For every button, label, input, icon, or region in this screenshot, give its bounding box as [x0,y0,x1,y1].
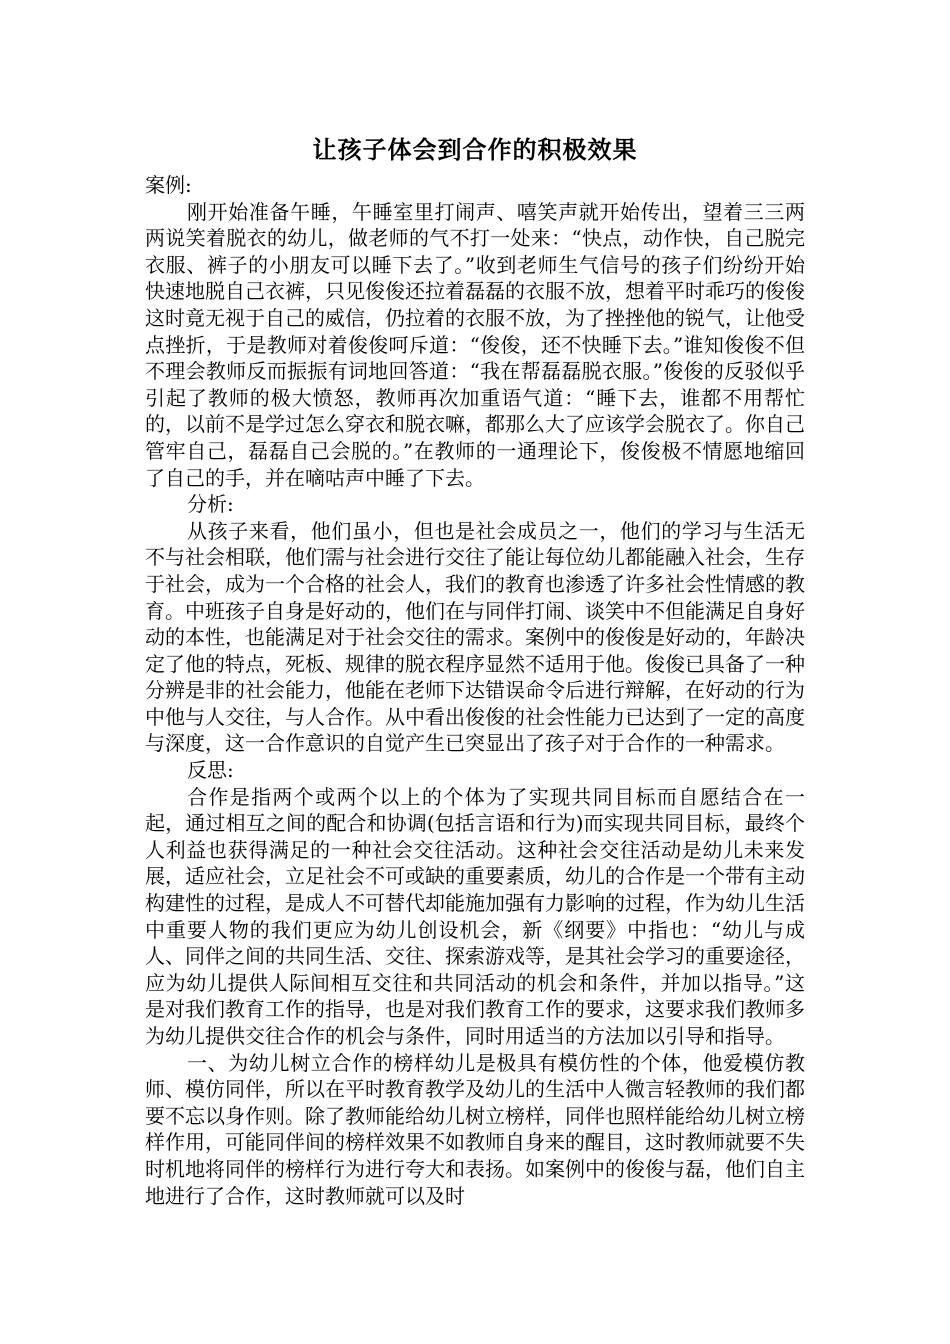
case-label: 案例: [145,173,192,197]
reflection-label: 反思: [187,758,234,783]
case-paragraph: 刚开始准备午睡，午睡室里打闹声、嘻笑声就开始传出，望着三三两两说笑着脱衣的幼儿，做老师的气不打一处来：“快点，动作快，自己脱完衣服、裤子的小朋友可以睡下去了。”收到老师生气信号的孩子们纷纷开始快速地脱自己衣裤，只见俊俊还拉着磊磊的衣服不放，想着平时乖巧的俊俊这时竟无视于自己的威信，仍拉着的衣服不放，为了挫挫他的锐气，让他受点挫折，于是教师对着俊俊呵斥道：“俊俊，还不快睡下去。”谁知俊俊不但不理会教师反而振振有词地回答道：“我在帮磊磊脱衣服。”俊俊的反驳似乎引起了教师的极大愤怒，教师再次加重语气道：“睡下去，谁都不用帮忙的，以前不是学过怎么穿衣和脱衣嘛，都那么大了应该学会脱衣了。你自己管牢自己，磊磊自己会脱的。”在教师的一通理论下，俊俊极不情愿地缩回了自己的手，并在嘀咕声中睡了下去。 [145,199,805,490]
analysis-label: 分析: [187,492,234,517]
reflection-paragraph: 合作是指两个或两个以上的个体为了实现共同目标而自愿结合在一起，通过相互之间的配合和协调(包括言语和行为)而实现共同目标，最终个人利益也获得满足的一种社会交往活动。这种社会交往活动是幼儿未来发展，适应社会，立足社会不可或缺的重要素质，幼儿的合作是一个带有主动构建性的过程，是成人不可替代却能施加强有力影响的过程，作为幼儿生活中重要人物的我们更应为幼儿创设机会，新《纲要》中指也：“幼儿与成人、同伴之间的共同生活、交往、探索游戏等，是其社会学习的重要途径，应为幼儿提供人际间相互交往和共同活动的机会和条件，并加以指导。”这是对我们教育工作的指导，也是对我们教育工作的要求，这要求我们教师多为幼儿提供交往合作的机会与条件，同时用适当的方法加以引导和指导。 [145,784,805,1048]
point-one-paragraph: 一、为幼儿树立合作的榜样幼儿是极具有模仿性的个体，他爱模仿教师、模仿同伴，所以在平时教育教学及幼儿的生活中人微言轻教师的我们都要不忘以身作则。除了教师能给幼儿树立榜样，同伴也照样能给幼儿树立榜样作用，可能同伴间的榜样效果不如教师自身来的醒目，这时教师就要不失时机地将同伴的榜样行为进行夸大和表扬。如案例中的俊俊与磊，他们自主地进行了合作，这时教师就可以及时 [145,1050,805,1208]
document-page [145,130,805,1209]
analysis-paragraph: 从孩子来看，他们虽小，但也是社会成员之一，他们的学习与生活无不与社会相联，他们需与社会进行交往了能让每位幼儿都能融入社会，生存于社会，成为一个合格的社会人，我们的教育也渗透了许多社会性情感的教育。中班孩子自身是好动的，他们在与同伴打闹、谈笑中不但能满足自身好动的本性，也能满足对于社会交往的需求。案例中的俊俊是好动的，年龄决定了他的特点，死板、规律的脱衣程序显然不适用于他。俊俊已具备了一种分辨是非的社会能力，他能在老师下达错误命令后进行辩解，在好动的行为中他与人交往，与人合作。从中看出俊俊的社会性能力已达到了一定的高度与深度，这一合作意识的自觉产生已突显出了孩子对于合作的一种需求。 [145,518,805,756]
document-title: 让孩子体会到合作的积极效果 [312,135,638,164]
